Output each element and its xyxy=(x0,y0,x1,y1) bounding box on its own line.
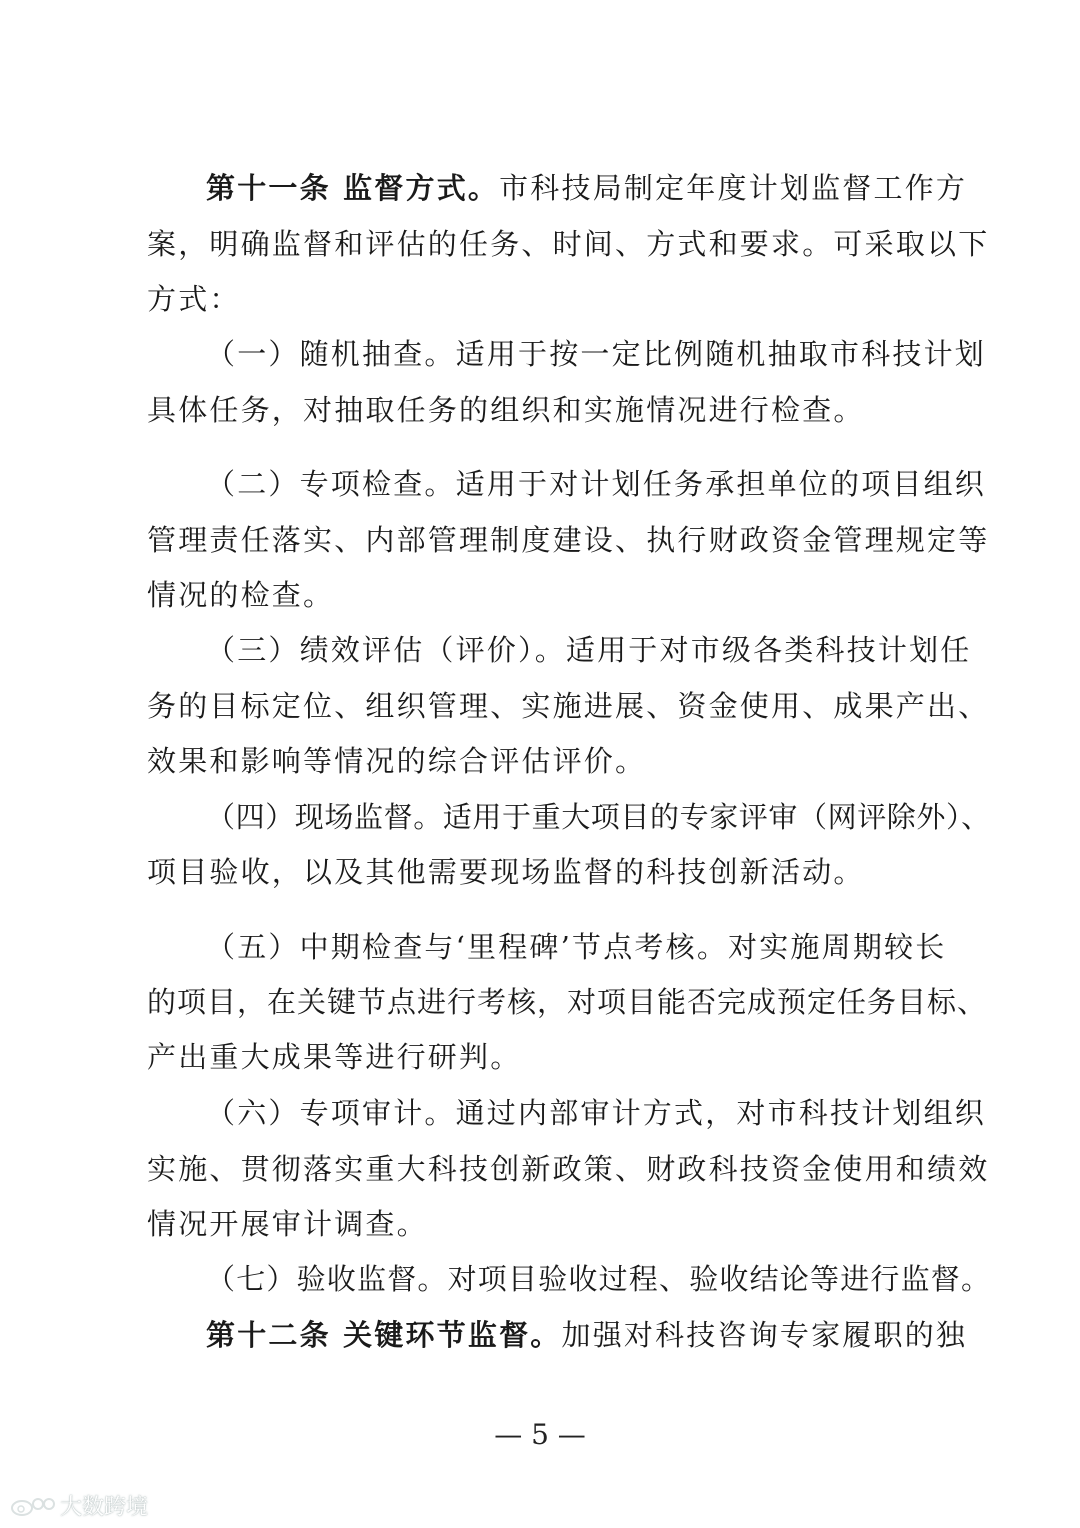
item-4-line: （四）现场监督。适用于重大项目的专家评审（网评除外）、 xyxy=(206,800,991,834)
paragraph-line: 效果和影响等情况的综合评估评价。 xyxy=(147,744,647,778)
page-number: — 5 — xyxy=(494,1418,586,1451)
paragraph-line: 情况的检查。 xyxy=(147,578,335,612)
item-3-line: （三）绩效评估（评价）。适用于对市级各类科技计划任 xyxy=(206,633,972,667)
paragraph-line: 管理责任落实、内部管理制度建设、执行财政资金管理规定等 xyxy=(147,523,990,557)
item-6-line: （六）专项审计。通过内部审计方式，对市科技计划组织 xyxy=(206,1096,987,1130)
weibo-logo-icon xyxy=(10,1494,56,1518)
item-2-line: （二）专项检查。适用于对计划任务承担单位的项目组织 xyxy=(206,467,987,501)
item-5-line: （五）中期检查与‘里程碑’节点考核。对实施周期较长 xyxy=(206,930,947,964)
paragraph-line: 产出重大成果等进行研判。 xyxy=(147,1040,522,1074)
line-text: 加强对科技咨询专家履职的独 xyxy=(561,1318,968,1352)
paragraph-line: 项目验收，以及其他需要现场监督的科技创新活动。 xyxy=(147,855,865,889)
article-11-heading-line xyxy=(206,168,966,208)
paragraph-line: 案，明确监督和评估的任务、时间、方式和要求。可采取以下 xyxy=(147,227,990,261)
paragraph-line: 情况开展审计调查。 xyxy=(147,1207,428,1241)
article-11-title: 第十一条 监督方式。 xyxy=(206,171,500,205)
watermark-text: 大数跨境 xyxy=(60,1495,149,1520)
paragraph-line: 的项目，在关键节点进行考核，对项目能否完成预定任务目标、 xyxy=(147,985,988,1019)
line-text: 市科技局制定年度计划监督工作方 xyxy=(499,171,968,205)
article-12-title: 第十二条 关键环节监督。 xyxy=(206,1318,562,1352)
paragraph-line: 实施、贯彻落实重大科技创新政策、财政科技资金使用和绩效 xyxy=(147,1152,990,1186)
item-7-line: （七）验收监督。对项目验收过程、验收结论等进行监督。 xyxy=(206,1262,992,1296)
watermark xyxy=(10,1490,148,1521)
paragraph-line: 务的目标定位、组织管理、实施进展、资金使用、成果产出、 xyxy=(147,689,990,723)
paragraph-line: 方式： xyxy=(147,282,241,316)
item-1-line: （一）随机抽查。适用于按一定比例随机抽取市科技计划 xyxy=(206,337,987,371)
paragraph-line: 具体任务，对抽取任务的组织和实施情况进行检查。 xyxy=(147,393,865,427)
article-12-heading-line xyxy=(206,1315,966,1355)
